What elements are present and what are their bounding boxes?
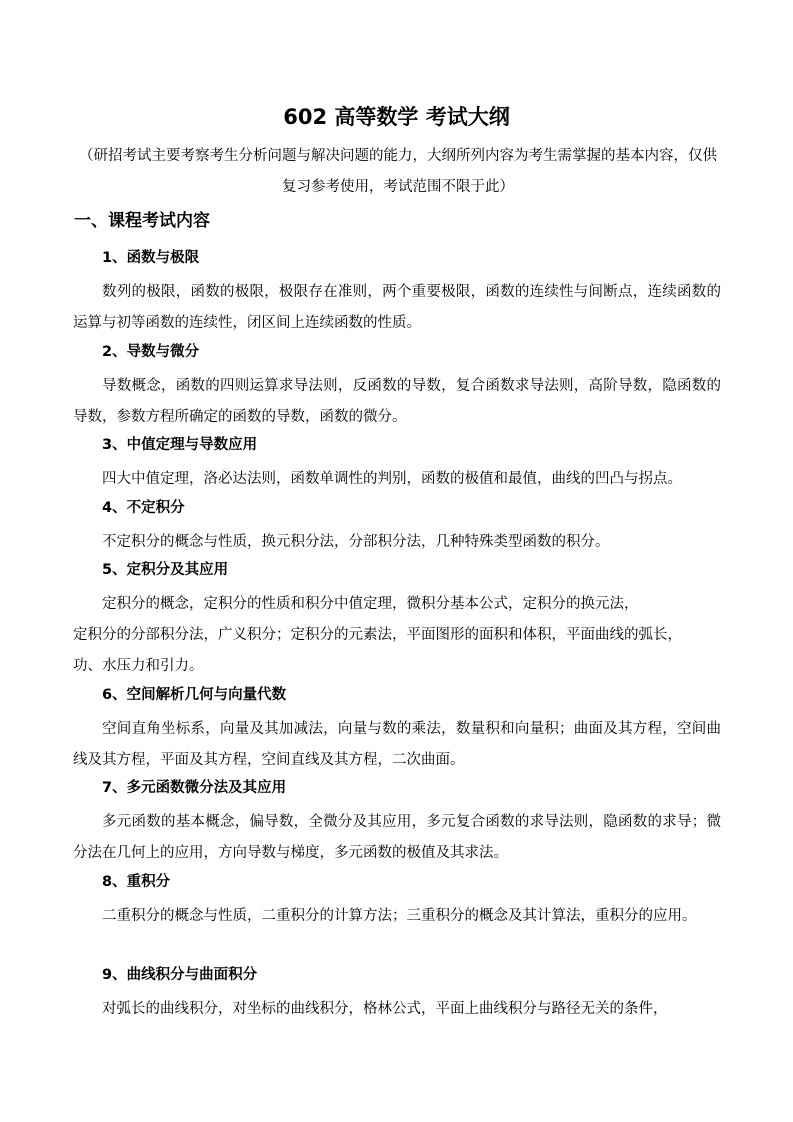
topic-heading: 6、空间解析几何与向量代数 <box>102 687 287 703</box>
topic-heading: 7、多元函数微分法及其应用 <box>102 780 287 796</box>
topic-body-line: 功、水压力和引力。 <box>73 658 204 674</box>
topic-heading: 2、导数与微分 <box>102 344 200 360</box>
topic-heading: 1、函数与极限 <box>102 250 200 266</box>
topic-body: 四大中值定理，洛必达法则，函数单调性的判别，函数的极值和最值，曲线的凹凸与拐点。 <box>102 471 682 487</box>
topic-body: 不定积分的概念与性质，换元积分法，分部积分法，几种特殊类型函数的积分。 <box>102 534 610 550</box>
section-heading-course-content: 一、课程考试内容 <box>74 211 210 231</box>
topic-heading: 3、中值定理与导数应用 <box>102 437 258 453</box>
topic-body: 对弧长的曲线积分，对坐标的曲线积分，格林公式，平面上曲线积分与路径无关的条件， <box>102 1001 668 1017</box>
topic-heading: 5、定积分及其应用 <box>102 562 229 578</box>
topic-body <box>73 589 721 682</box>
document-subtitle: （研招考试主要考察考生分析问题与解决问题的能力，大纲所列内容为考生需掌握的基本内容，仅供复习参考使用，考试范围不限于此） <box>79 148 717 195</box>
topic-body-line: 定积分的分部积分法，广义积分；定积分的元素法，平面图形的面积和体积，平面曲线的弧长， <box>73 627 682 643</box>
topic-heading: 8、重积分 <box>102 874 171 890</box>
topic-body: 空间直角坐标系，向量及其加减法，向量与数的乘法，数量积和向量积；曲面及其方程，空间曲线及其方程，平面及其方程，空间直线及其方程，二次曲面。 <box>73 721 721 768</box>
topic-heading: 9、曲线积分与曲面积分 <box>102 967 258 983</box>
topic-body: 二重积分的概念与性质，二重积分的计算方法；三重积分的概念及其计算法，重积分的应用。 <box>102 908 697 924</box>
topic-heading: 4、不定积分 <box>102 500 185 516</box>
topic-body: 数列的极限，函数的极限，极限存在准则，两个重要极限，函数的连续性与间断点，连续函数的运算与初等函数的连续性，闭区间上连续函数的性质。 <box>73 284 721 331</box>
topic-body: 多元函数的基本概念，偏导数，全微分及其应用，多元复合函数的求导法则，隐函数的求导；微分法在几何上的应用，方向导数与梯度，多元函数的极值及其求法。 <box>73 814 721 861</box>
topic-body-line: 定积分的概念，定积分的性质和积分中值定理，微积分基本公式，定积分的换元法， <box>102 596 639 612</box>
topic-body: 导数概念，函数的四则运算求导法则，反函数的导数，复合函数求导法则，高阶导数，隐函数的导数，参数方程所确定的函数的导数，函数的微分。 <box>73 378 721 425</box>
document-title: 602 高等数学 考试大纲 <box>283 105 510 129</box>
